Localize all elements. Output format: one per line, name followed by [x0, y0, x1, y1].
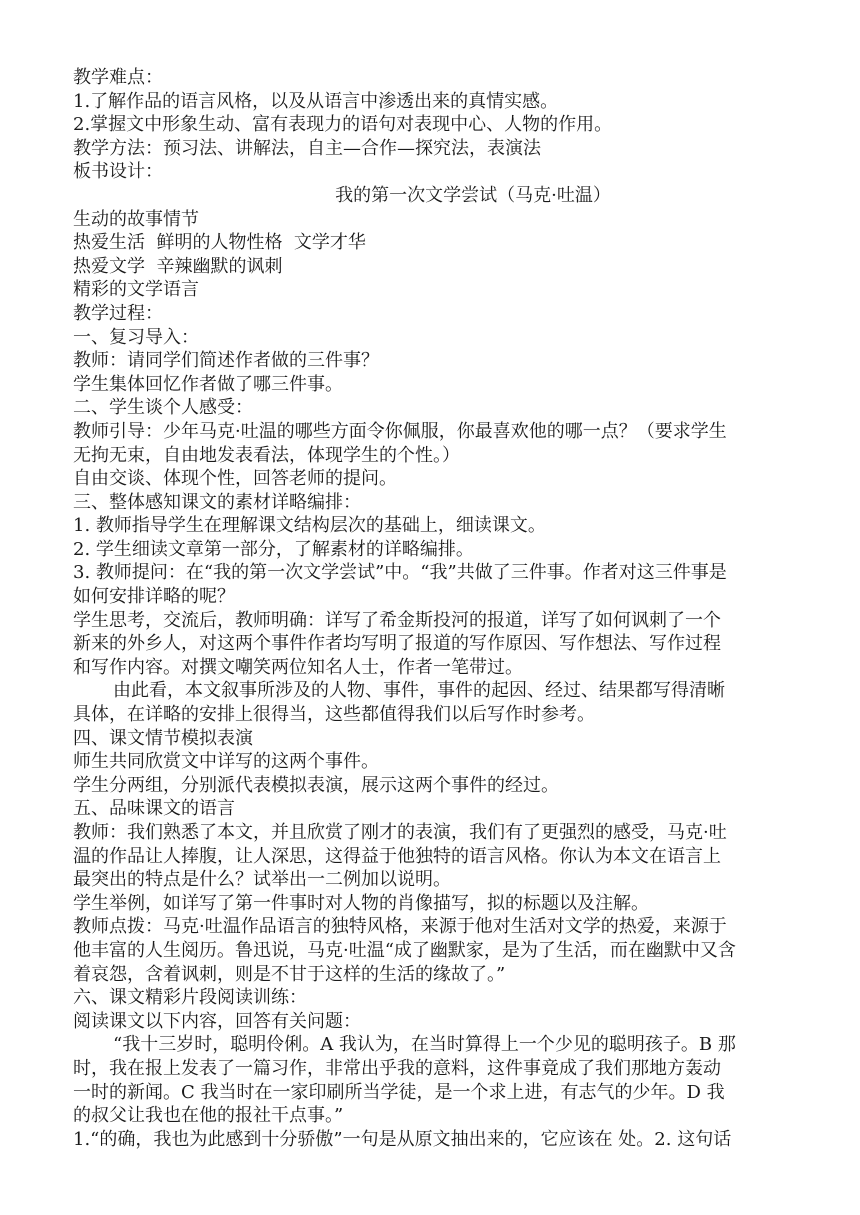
quoted-passage-line: 时，我在报上发表了一篇习作，非常出乎我的意料，这件事竟成了我们那地方轰动 — [73, 1057, 721, 1079]
section-5-heading: 五、品味课文的语言 — [73, 798, 235, 820]
paragraph-line: 新来的外乡人，对这两个事件作者均写明了报道的写作原因、写作想法、写作过程 — [73, 633, 721, 655]
paragraph-line: 温的作品让人捧腹，让人深思，这得益于他独特的语言风格。你认为本文在语言上 — [73, 845, 721, 867]
difficulty-item-2: 2.掌握文中形象生动、富有表现力的语句对表现中心、人物的作用。 — [73, 114, 613, 136]
paragraph-line: 教师：我们熟悉了本文，并且欣赏了刚才的表演，我们有了更强烈的感受，马克·吐 — [73, 822, 727, 843]
board-title: 我的第一次文学尝试（马克·吐温） — [335, 184, 611, 206]
paragraph-line: 3. 教师提问：在“我的第一次文学尝试”中。“我”共做了三件事。作者对这三件事是 — [73, 562, 727, 584]
paragraph-line: 自由交谈、体现个性，回答老师的提问。 — [73, 468, 397, 490]
paragraph-line: 具体，在详略的安排上很得当，这些都值得我们以后写作时参考。 — [73, 704, 595, 726]
heading-board-design: 板书设计： — [73, 161, 163, 183]
board-line-1: 生动的故事情节 — [73, 208, 199, 230]
paragraph-line: 1. 教师指导学生在理解课文结构层次的基础上，细读课文。 — [73, 515, 546, 537]
quoted-passage-line: “我十三岁时，聪明伶俐。A 我认为，在当时算得上一个少见的聪明孩子。B 那 — [113, 1034, 736, 1056]
section-1-heading: 一、复习导入： — [73, 326, 199, 348]
paragraph-line: 学生举例，如详写了第一件事时对人物的肖像描写，拟的标题以及注解。 — [73, 892, 649, 914]
paragraph-line: 着哀怨，含着讽刺，则是不甘于这样的生活的缘故了。” — [73, 963, 506, 985]
paragraph-line: 学生分两组，分别派代表模拟表演，展示这两个事件的经过。 — [73, 774, 559, 796]
heading-teaching-difficulties: 教学难点： — [73, 67, 163, 88]
paragraph-line: 师生共同欣赏文中详写的这两个事件。 — [73, 751, 379, 773]
quoted-passage-line: 一时的新闻。C 我当时在一家印刷所当学徒，是一个求上进，有志气的少年。D 我 — [73, 1081, 725, 1103]
paragraph-line: 学生集体回忆作者做了哪三件事。 — [73, 373, 343, 395]
paragraph-line: 无拘无束，自由地发表看法，体现学生的个性。） — [73, 444, 460, 466]
quoted-passage-line: 的叔父让我也在他的报社干点事。” — [73, 1105, 344, 1127]
paragraph-line: 和写作内容。对撰文嘲笑两位知名人士，作者一笔带过。 — [73, 656, 523, 678]
paragraph-line: 2. 学生细读文章第一部分，了解素材的详略编排。 — [73, 538, 474, 560]
paragraph-line: 阅读课文以下内容，回答有关问题： — [73, 1010, 361, 1032]
paragraph-line: 教师点拨：马克·吐温作品语言的独特风格，来源于他对生活对文学的热爱，来源于 — [73, 916, 727, 938]
paragraph-line: 如何安排详略的呢？ — [73, 586, 235, 608]
board-line-3: 热爱文学 辛辣幽默的讽刺 — [73, 255, 283, 277]
paragraph-line: 由此看，本文叙事所涉及的人物、事件，事件的起因、经过、结果都写得清晰 — [113, 680, 725, 702]
section-3-heading: 三、整体感知课文的素材详略编排： — [73, 491, 361, 513]
section-6-heading: 六、课文精彩片段阅读训练： — [73, 987, 307, 1009]
question-line: 1.“的确，我也为此感到十分骄傲”一句是从原文抽出来的，它应该在 处。2. 这句话 — [73, 1128, 732, 1150]
board-line-4: 精彩的文学语言 — [73, 279, 199, 301]
paragraph-line: 他丰富的人生阅历。鲁迅说，马克·吐温“成了幽默家，是为了生活，而在幽默中又含 — [73, 939, 736, 961]
section-4-heading: 四、课文情节模拟表演 — [73, 727, 253, 749]
teaching-methods: 教学方法：预习法、讲解法，自主—合作—探究法，表演法 — [73, 137, 541, 159]
paragraph-line: 学生思考，交流后，教师明确：详写了希金斯投河的报道，详写了如何讽刺了一个 — [73, 609, 721, 631]
paragraph-line: 最突出的特点是什么？试举出一二例加以说明。 — [73, 869, 451, 891]
difficulty-item-1: 1.了解作品的语言风格，以及从语言中渗透出来的真情实感。 — [73, 90, 559, 112]
board-line-2: 热爱生活 鲜明的人物性格 文学才华 — [73, 232, 366, 254]
paragraph-line: 教师：请同学们简述作者做的三件事？ — [73, 350, 379, 372]
document-page — [73, 66, 793, 1151]
section-2-heading: 二、学生谈个人感受： — [73, 397, 253, 419]
paragraph-line: 教师引导：少年马克·吐温的哪些方面令你佩服，你最喜欢他的哪一点？（要求学生 — [73, 420, 727, 442]
heading-teaching-process: 教学过程： — [73, 302, 163, 324]
